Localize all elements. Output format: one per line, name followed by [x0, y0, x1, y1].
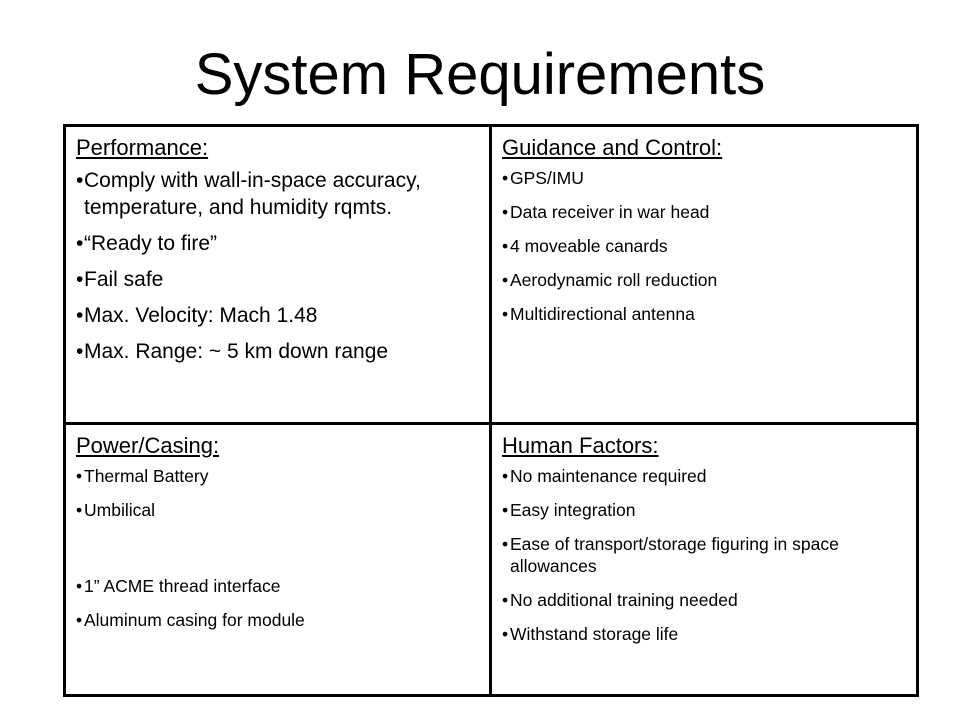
requirements-table: [63, 124, 919, 697]
list-item: • No additional training needed: [502, 589, 906, 611]
list-item: • “Ready to fire”: [76, 230, 479, 257]
list-item: • Ease of transport/storage figuring in space allowances: [502, 533, 906, 577]
human-factors-heading: Human Factors:: [502, 433, 659, 458]
performance-heading: Performance:: [76, 135, 209, 160]
guidance-list: [502, 167, 906, 325]
slide-title: System Requirements: [194, 42, 766, 107]
empty-list-spacer: [76, 533, 479, 563]
list-item: • Aluminum casing for module: [76, 609, 479, 631]
human-factors-cell: [492, 425, 916, 694]
list-item: • Fail safe: [76, 266, 479, 293]
list-item: • Umbilical: [76, 499, 479, 521]
list-item: • Withstand storage life: [502, 623, 906, 645]
guidance-cell: [492, 127, 916, 425]
list-item: • Aerodynamic roll reduction: [502, 269, 906, 291]
power-cell: [66, 425, 492, 694]
power-list: [76, 465, 479, 631]
list-item: • Easy integration: [502, 499, 906, 521]
list-item: • Max. Velocity: Mach 1.48: [76, 302, 479, 329]
list-item: • Max. Range: ~ 5 km down range: [76, 338, 479, 365]
list-item: • Data receiver in war head: [502, 201, 906, 223]
list-item: • GPS/IMU: [502, 167, 906, 189]
list-item: • No maintenance required: [502, 465, 906, 487]
list-item: • Thermal Battery: [76, 465, 479, 487]
power-heading: Power/Casing:: [76, 433, 220, 458]
list-item: • Multidirectional antenna: [502, 303, 906, 325]
list-item: • 1” ACME thread interface: [76, 575, 479, 597]
list-item: • 4 moveable canards: [502, 235, 906, 257]
performance-cell: [66, 127, 492, 425]
list-item: • Comply with wall-in-space accuracy, temperature, and humidity rqmts.: [76, 167, 479, 221]
performance-list: [76, 167, 479, 365]
guidance-heading: Guidance and Control:: [502, 135, 723, 160]
human-factors-list: [502, 465, 906, 645]
